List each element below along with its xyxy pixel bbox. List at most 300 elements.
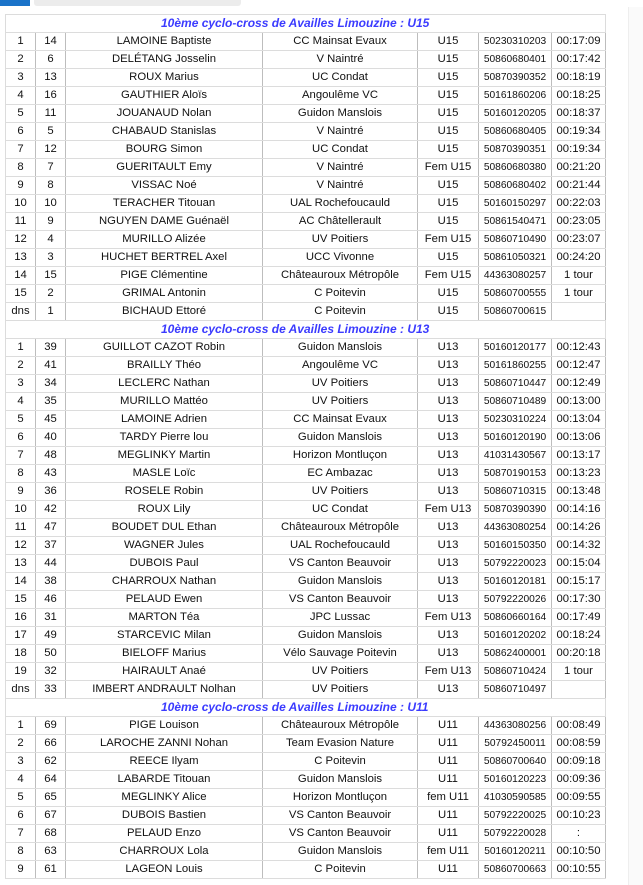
cell-category[interactable]: U15 xyxy=(418,249,479,267)
cell-license[interactable]: 50160120211 xyxy=(479,843,552,861)
cell-rank[interactable]: dns xyxy=(6,303,36,321)
cell-bib[interactable]: 44 xyxy=(36,555,66,573)
cell-time[interactable]: 00:18:37 xyxy=(552,105,606,123)
cell-club[interactable]: Guidon Manslois xyxy=(263,771,418,789)
cell-license[interactable]: 50860710447 xyxy=(479,375,552,393)
cell-bib[interactable]: 64 xyxy=(36,771,66,789)
cell-license[interactable]: 50230310224 xyxy=(479,411,552,429)
cell-bib[interactable]: 16 xyxy=(36,87,66,105)
cell-bib[interactable]: 10 xyxy=(36,195,66,213)
cell-bib[interactable]: 12 xyxy=(36,141,66,159)
cell-license[interactable]: 50870190153 xyxy=(479,465,552,483)
cell-category[interactable]: U13 xyxy=(418,483,479,501)
cell-license[interactable]: 50860710497 xyxy=(479,681,552,699)
cell-time[interactable]: 00:09:18 xyxy=(552,753,606,771)
cell-name[interactable]: MURILLO Alizée xyxy=(66,231,263,249)
cell-rank[interactable]: 17 xyxy=(6,627,36,645)
cell-time[interactable]: 00:08:49 xyxy=(552,717,606,735)
cell-license[interactable]: 50860700555 xyxy=(479,285,552,303)
cell-license[interactable]: 50861050321 xyxy=(479,249,552,267)
cell-name[interactable]: MARTON Téa xyxy=(66,609,263,627)
cell-name[interactable]: BIELOFF Marius xyxy=(66,645,263,663)
cell-name[interactable]: STARCEVIC Milan xyxy=(66,627,263,645)
cell-time[interactable]: 00:18:24 xyxy=(552,627,606,645)
cell-category[interactable]: U13 xyxy=(418,339,479,357)
cell-category[interactable]: Fem U13 xyxy=(418,501,479,519)
cell-bib[interactable]: 33 xyxy=(36,681,66,699)
cell-name[interactable]: GUILLOT CAZOT Robin xyxy=(66,339,263,357)
cell-time[interactable]: 00:12:47 xyxy=(552,357,606,375)
cell-time[interactable]: 00:10:23 xyxy=(552,807,606,825)
cell-rank[interactable]: 3 xyxy=(6,375,36,393)
cell-category[interactable]: U13 xyxy=(418,375,479,393)
cell-club[interactable]: UV Poitiers xyxy=(263,483,418,501)
cell-rank[interactable]: 3 xyxy=(6,69,36,87)
cell-rank[interactable]: 5 xyxy=(6,789,36,807)
cell-name[interactable]: HUCHET BERTREL Axel xyxy=(66,249,263,267)
cell-category[interactable]: U15 xyxy=(418,285,479,303)
cell-category[interactable]: Fem U15 xyxy=(418,159,479,177)
cell-rank[interactable]: 12 xyxy=(6,231,36,249)
cell-license[interactable]: 50792450011 xyxy=(479,735,552,753)
cell-time[interactable]: 00:22:03 xyxy=(552,195,606,213)
cell-rank[interactable]: 11 xyxy=(6,213,36,231)
cell-category[interactable]: U13 xyxy=(418,429,479,447)
cell-bib[interactable]: 39 xyxy=(36,339,66,357)
cell-name[interactable]: MASLE Loïc xyxy=(66,465,263,483)
cell-license[interactable]: 50860680380 xyxy=(479,159,552,177)
cell-name[interactable]: DUBOIS Bastien xyxy=(66,807,263,825)
cell-bib[interactable]: 65 xyxy=(36,789,66,807)
cell-name[interactable]: LECLERC Nathan xyxy=(66,375,263,393)
cell-license[interactable]: 50860710489 xyxy=(479,393,552,411)
cell-license[interactable]: 50861540471 xyxy=(479,213,552,231)
cell-bib[interactable]: 67 xyxy=(36,807,66,825)
cell-category[interactable]: fem U11 xyxy=(418,789,479,807)
cell-club[interactable]: V Naintré xyxy=(263,159,418,177)
cell-club[interactable]: EC Ambazac xyxy=(263,465,418,483)
cell-club[interactable]: UCC Vivonne xyxy=(263,249,418,267)
cell-license[interactable]: 50792220025 xyxy=(479,807,552,825)
cell-name[interactable]: HAIRAULT Anaé xyxy=(66,663,263,681)
cell-category[interactable]: U11 xyxy=(418,753,479,771)
cell-name[interactable]: TARDY Pierre lou xyxy=(66,429,263,447)
cell-rank[interactable]: 5 xyxy=(6,105,36,123)
cell-rank[interactable]: 3 xyxy=(6,753,36,771)
cell-name[interactable]: CHARROUX Nathan xyxy=(66,573,263,591)
cell-bib[interactable]: 37 xyxy=(36,537,66,555)
cell-name[interactable]: GAUTHIER Aloïs xyxy=(66,87,263,105)
cell-rank[interactable]: 10 xyxy=(6,195,36,213)
cell-name[interactable]: BICHAUD Ettoré xyxy=(66,303,263,321)
cell-rank[interactable]: 16 xyxy=(6,609,36,627)
cell-rank[interactable]: 15 xyxy=(6,285,36,303)
cell-category[interactable]: U15 xyxy=(418,141,479,159)
cell-club[interactable]: VS Canton Beauvoir xyxy=(263,591,418,609)
cell-license[interactable]: 50161860255 xyxy=(479,357,552,375)
cell-name[interactable]: MURILLO Mattéo xyxy=(66,393,263,411)
cell-time[interactable]: 00:09:36 xyxy=(552,771,606,789)
cell-license[interactable]: 50160120181 xyxy=(479,573,552,591)
cell-license[interactable]: 50792220026 xyxy=(479,591,552,609)
cell-rank[interactable]: 8 xyxy=(6,843,36,861)
cell-club[interactable]: Châteauroux Métropôle xyxy=(263,267,418,285)
cell-bib[interactable]: 40 xyxy=(36,429,66,447)
cell-rank[interactable]: 11 xyxy=(6,519,36,537)
cell-category[interactable]: U13 xyxy=(418,681,479,699)
cell-time[interactable]: 00:15:04 xyxy=(552,555,606,573)
cell-club[interactable]: VS Canton Beauvoir xyxy=(263,825,418,843)
cell-name[interactable]: ROSELE Robin xyxy=(66,483,263,501)
cell-license[interactable]: 50160120223 xyxy=(479,771,552,789)
cell-time[interactable] xyxy=(552,303,606,321)
cell-category[interactable]: Fem U15 xyxy=(418,231,479,249)
cell-bib[interactable]: 62 xyxy=(36,753,66,771)
cell-category[interactable]: U15 xyxy=(418,195,479,213)
cell-license[interactable]: 44363080256 xyxy=(479,717,552,735)
cell-club[interactable]: UAL Rochefoucauld xyxy=(263,537,418,555)
cell-rank[interactable]: 12 xyxy=(6,537,36,555)
cell-license[interactable]: 50870390390 xyxy=(479,501,552,519)
cell-rank[interactable]: 7 xyxy=(6,825,36,843)
cell-rank[interactable]: 4 xyxy=(6,393,36,411)
cell-category[interactable]: Fem U15 xyxy=(418,267,479,285)
cell-category[interactable]: U13 xyxy=(418,627,479,645)
cell-club[interactable]: UC Condat xyxy=(263,69,418,87)
cell-license[interactable]: 50860700615 xyxy=(479,303,552,321)
cell-rank[interactable]: 15 xyxy=(6,591,36,609)
cell-time[interactable]: 00:13:48 xyxy=(552,483,606,501)
cell-time[interactable]: 00:23:07 xyxy=(552,231,606,249)
cell-bib[interactable]: 69 xyxy=(36,717,66,735)
cell-bib[interactable]: 7 xyxy=(36,159,66,177)
cell-bib[interactable]: 3 xyxy=(36,249,66,267)
cell-license[interactable]: 44363080257 xyxy=(479,267,552,285)
cell-name[interactable]: IMBERT ANDRAULT Nolhan xyxy=(66,681,263,699)
cell-rank[interactable]: 2 xyxy=(6,51,36,69)
cell-category[interactable]: U15 xyxy=(418,51,479,69)
cell-club[interactable]: Guidon Manslois xyxy=(263,843,418,861)
cell-bib[interactable]: 14 xyxy=(36,33,66,51)
cell-club[interactable]: Guidon Manslois xyxy=(263,339,418,357)
cell-rank[interactable]: 1 xyxy=(6,339,36,357)
cell-time[interactable]: 00:23:05 xyxy=(552,213,606,231)
cell-name[interactable]: WAGNER Jules xyxy=(66,537,263,555)
cell-name[interactable]: PELAUD Ewen xyxy=(66,591,263,609)
cell-bib[interactable]: 9 xyxy=(36,213,66,231)
cell-license[interactable]: 50860680401 xyxy=(479,51,552,69)
cell-license[interactable]: 50860710424 xyxy=(479,663,552,681)
cell-name[interactable]: MEGLINKY Martin xyxy=(66,447,263,465)
cell-rank[interactable]: 4 xyxy=(6,771,36,789)
cell-category[interactable]: U13 xyxy=(418,591,479,609)
cell-license[interactable]: 50161860206 xyxy=(479,87,552,105)
cell-license[interactable]: 50860680405 xyxy=(479,123,552,141)
cell-bib[interactable]: 15 xyxy=(36,267,66,285)
cell-club[interactable]: UV Poitiers xyxy=(263,375,418,393)
cell-bib[interactable]: 47 xyxy=(36,519,66,537)
cell-rank[interactable]: 14 xyxy=(6,573,36,591)
cell-bib[interactable]: 41 xyxy=(36,357,66,375)
cell-club[interactable]: UC Condat xyxy=(263,141,418,159)
cell-time[interactable]: 00:17:49 xyxy=(552,609,606,627)
cell-bib[interactable]: 38 xyxy=(36,573,66,591)
cell-bib[interactable]: 43 xyxy=(36,465,66,483)
cell-bib[interactable]: 48 xyxy=(36,447,66,465)
cell-club[interactable]: Guidon Manslois xyxy=(263,573,418,591)
cell-name[interactable]: BOUDET DUL Ethan xyxy=(66,519,263,537)
cell-club[interactable]: Guidon Manslois xyxy=(263,105,418,123)
cell-time[interactable]: 00:10:50 xyxy=(552,843,606,861)
cell-bib[interactable]: 8 xyxy=(36,177,66,195)
cell-license[interactable]: 50860700663 xyxy=(479,861,552,879)
cell-name[interactable]: ROUX Marius xyxy=(66,69,263,87)
cell-rank[interactable]: 10 xyxy=(6,501,36,519)
cell-club[interactable]: Vélo Sauvage Poitevin xyxy=(263,645,418,663)
cell-category[interactable]: U15 xyxy=(418,177,479,195)
cell-club[interactable]: Guidon Manslois xyxy=(263,627,418,645)
cell-name[interactable]: NGUYEN DAME Guénaël xyxy=(66,213,263,231)
cell-category[interactable]: U13 xyxy=(418,357,479,375)
cell-club[interactable]: UV Poitiers xyxy=(263,231,418,249)
cell-name[interactable]: PELAUD Enzo xyxy=(66,825,263,843)
cell-time[interactable]: 00:09:55 xyxy=(552,789,606,807)
tab-strip[interactable] xyxy=(34,0,241,6)
cell-category[interactable]: Fem U13 xyxy=(418,609,479,627)
cell-club[interactable]: JPC Lussac xyxy=(263,609,418,627)
cell-rank[interactable]: 7 xyxy=(6,141,36,159)
cell-category[interactable]: U15 xyxy=(418,303,479,321)
cell-license[interactable]: 44363080254 xyxy=(479,519,552,537)
cell-bib[interactable]: 42 xyxy=(36,501,66,519)
cell-category[interactable]: U13 xyxy=(418,393,479,411)
cell-time[interactable] xyxy=(552,681,606,699)
cell-bib[interactable]: 31 xyxy=(36,609,66,627)
cell-category[interactable]: U13 xyxy=(418,555,479,573)
cell-time[interactable]: 00:12:49 xyxy=(552,375,606,393)
cell-rank[interactable]: 8 xyxy=(6,465,36,483)
active-tab[interactable] xyxy=(0,0,30,6)
cell-time[interactable]: 00:08:59 xyxy=(552,735,606,753)
cell-time[interactable]: 00:13:00 xyxy=(552,393,606,411)
cell-category[interactable]: U15 xyxy=(418,87,479,105)
cell-category[interactable]: U13 xyxy=(418,537,479,555)
cell-club[interactable]: VS Canton Beauvoir xyxy=(263,555,418,573)
cell-category[interactable]: U11 xyxy=(418,771,479,789)
cell-club[interactable]: VS Canton Beauvoir xyxy=(263,807,418,825)
cell-time[interactable]: 00:14:26 xyxy=(552,519,606,537)
cell-bib[interactable]: 2 xyxy=(36,285,66,303)
cell-bib[interactable]: 50 xyxy=(36,645,66,663)
cell-category[interactable]: U11 xyxy=(418,825,479,843)
cell-name[interactable]: MEGLINKY Alice xyxy=(66,789,263,807)
cell-time[interactable]: 1 tour xyxy=(552,663,606,681)
cell-name[interactable]: ROUX Lily xyxy=(66,501,263,519)
cell-category[interactable]: U13 xyxy=(418,411,479,429)
cell-club[interactable]: Guidon Manslois xyxy=(263,429,418,447)
cell-license[interactable]: 50860710490 xyxy=(479,231,552,249)
cell-club[interactable]: UC Condat xyxy=(263,501,418,519)
cell-club[interactable]: Châteauroux Métropôle xyxy=(263,717,418,735)
cell-rank[interactable]: 6 xyxy=(6,123,36,141)
cell-bib[interactable]: 5 xyxy=(36,123,66,141)
cell-time[interactable]: 00:10:55 xyxy=(552,861,606,879)
cell-time[interactable]: 00:17:09 xyxy=(552,33,606,51)
cell-name[interactable]: DELÉTANG Josselin xyxy=(66,51,263,69)
cell-time[interactable]: 00:18:25 xyxy=(552,87,606,105)
cell-license[interactable]: 50160120177 xyxy=(479,339,552,357)
cell-time[interactable]: 00:19:34 xyxy=(552,141,606,159)
cell-name[interactable]: GRIMAL Antonin xyxy=(66,285,263,303)
cell-license[interactable]: 50230310203 xyxy=(479,33,552,51)
cell-time[interactable]: 00:13:06 xyxy=(552,429,606,447)
cell-club[interactable]: Angoulême VC xyxy=(263,87,418,105)
cell-time[interactable]: 00:24:20 xyxy=(552,249,606,267)
cell-club[interactable]: AC Châtellerault xyxy=(263,213,418,231)
cell-name[interactable]: PIGE Clémentine xyxy=(66,267,263,285)
cell-license[interactable]: 50792220023 xyxy=(479,555,552,573)
cell-rank[interactable]: 4 xyxy=(6,87,36,105)
cell-license[interactable]: 50870390352 xyxy=(479,69,552,87)
cell-time[interactable]: 00:14:16 xyxy=(552,501,606,519)
cell-club[interactable]: C Poitevin xyxy=(263,753,418,771)
cell-name[interactable]: CHARROUX Lola xyxy=(66,843,263,861)
scrollbar-track[interactable] xyxy=(628,7,643,885)
cell-name[interactable]: VISSAC Noé xyxy=(66,177,263,195)
cell-license[interactable]: 50160120205 xyxy=(479,105,552,123)
cell-category[interactable]: U13 xyxy=(418,573,479,591)
cell-time[interactable]: : xyxy=(552,825,606,843)
cell-category[interactable]: U15 xyxy=(418,213,479,231)
cell-name[interactable]: GUERITAULT Emy xyxy=(66,159,263,177)
cell-club[interactable]: V Naintré xyxy=(263,123,418,141)
cell-rank[interactable]: 13 xyxy=(6,555,36,573)
cell-bib[interactable]: 6 xyxy=(36,51,66,69)
cell-category[interactable]: U13 xyxy=(418,519,479,537)
cell-bib[interactable]: 68 xyxy=(36,825,66,843)
cell-name[interactable]: DUBOIS Paul xyxy=(66,555,263,573)
cell-license[interactable]: 50160150297 xyxy=(479,195,552,213)
cell-rank[interactable]: 9 xyxy=(6,861,36,879)
cell-license[interactable]: 50160120190 xyxy=(479,429,552,447)
cell-time[interactable]: 00:18:19 xyxy=(552,69,606,87)
cell-rank[interactable]: dns xyxy=(6,681,36,699)
cell-rank[interactable]: 2 xyxy=(6,357,36,375)
cell-time[interactable]: 00:13:23 xyxy=(552,465,606,483)
cell-category[interactable]: U15 xyxy=(418,105,479,123)
cell-name[interactable]: LAROCHE ZANNI Nohan xyxy=(66,735,263,753)
cell-name[interactable]: PIGE Louison xyxy=(66,717,263,735)
cell-category[interactable]: U15 xyxy=(418,33,479,51)
cell-time[interactable]: 00:21:20 xyxy=(552,159,606,177)
cell-time[interactable]: 00:17:30 xyxy=(552,591,606,609)
cell-name[interactable]: REECE Ilyam xyxy=(66,753,263,771)
cell-rank[interactable]: 18 xyxy=(6,645,36,663)
cell-category[interactable]: U15 xyxy=(418,69,479,87)
cell-name[interactable]: LAMOINE Baptiste xyxy=(66,33,263,51)
cell-name[interactable]: CHABAUD Stanislas xyxy=(66,123,263,141)
cell-license[interactable]: 50792220028 xyxy=(479,825,552,843)
cell-category[interactable]: U13 xyxy=(418,447,479,465)
cell-club[interactable]: V Naintré xyxy=(263,51,418,69)
cell-license[interactable]: 50160150350 xyxy=(479,537,552,555)
cell-club[interactable]: UAL Rochefoucauld xyxy=(263,195,418,213)
cell-bib[interactable]: 61 xyxy=(36,861,66,879)
cell-bib[interactable]: 66 xyxy=(36,735,66,753)
cell-time[interactable]: 00:15:17 xyxy=(552,573,606,591)
cell-category[interactable]: U15 xyxy=(418,123,479,141)
cell-rank[interactable]: 7 xyxy=(6,447,36,465)
cell-name[interactable]: TERACHER Titouan xyxy=(66,195,263,213)
cell-club[interactable]: CC Mainsat Evaux xyxy=(263,411,418,429)
cell-license[interactable]: 50860710315 xyxy=(479,483,552,501)
cell-time[interactable]: 1 tour xyxy=(552,285,606,303)
cell-club[interactable]: UV Poitiers xyxy=(263,681,418,699)
cell-club[interactable]: C Poitevin xyxy=(263,285,418,303)
cell-rank[interactable]: 5 xyxy=(6,411,36,429)
cell-bib[interactable]: 1 xyxy=(36,303,66,321)
cell-rank[interactable]: 2 xyxy=(6,735,36,753)
cell-bib[interactable]: 11 xyxy=(36,105,66,123)
cell-time[interactable]: 00:12:43 xyxy=(552,339,606,357)
cell-time[interactable]: 00:17:42 xyxy=(552,51,606,69)
cell-rank[interactable]: 13 xyxy=(6,249,36,267)
cell-bib[interactable]: 4 xyxy=(36,231,66,249)
cell-bib[interactable]: 46 xyxy=(36,591,66,609)
cell-rank[interactable]: 6 xyxy=(6,429,36,447)
cell-license[interactable]: 50870390351 xyxy=(479,141,552,159)
cell-time[interactable]: 1 tour xyxy=(552,267,606,285)
cell-rank[interactable]: 1 xyxy=(6,717,36,735)
cell-club[interactable]: UV Poitiers xyxy=(263,393,418,411)
cell-time[interactable]: 00:13:04 xyxy=(552,411,606,429)
cell-club[interactable]: CC Mainsat Evaux xyxy=(263,33,418,51)
cell-category[interactable]: U13 xyxy=(418,645,479,663)
cell-rank[interactable]: 9 xyxy=(6,483,36,501)
cell-club[interactable]: Châteauroux Métropôle xyxy=(263,519,418,537)
cell-time[interactable]: 00:19:34 xyxy=(552,123,606,141)
cell-license[interactable]: 50862400001 xyxy=(479,645,552,663)
cell-bib[interactable]: 35 xyxy=(36,393,66,411)
cell-category[interactable]: fem U11 xyxy=(418,843,479,861)
cell-rank[interactable]: 1 xyxy=(6,33,36,51)
cell-category[interactable]: U11 xyxy=(418,735,479,753)
cell-time[interactable]: 00:13:17 xyxy=(552,447,606,465)
cell-club[interactable]: C Poitevin xyxy=(263,303,418,321)
cell-rank[interactable]: 19 xyxy=(6,663,36,681)
cell-club[interactable]: UV Poitiers xyxy=(263,663,418,681)
cell-rank[interactable]: 14 xyxy=(6,267,36,285)
cell-club[interactable]: Team Evasion Nature xyxy=(263,735,418,753)
cell-license[interactable]: 50860680402 xyxy=(479,177,552,195)
cell-bib[interactable]: 45 xyxy=(36,411,66,429)
cell-rank[interactable]: 9 xyxy=(6,177,36,195)
cell-bib[interactable]: 34 xyxy=(36,375,66,393)
cell-category[interactable]: U11 xyxy=(418,807,479,825)
cell-bib[interactable]: 49 xyxy=(36,627,66,645)
cell-category[interactable]: Fem U13 xyxy=(418,663,479,681)
cell-club[interactable]: Angoulême VC xyxy=(263,357,418,375)
cell-category[interactable]: U13 xyxy=(418,465,479,483)
cell-club[interactable]: Horizon Montluçon xyxy=(263,447,418,465)
cell-name[interactable]: JOUANAUD Nolan xyxy=(66,105,263,123)
cell-bib[interactable]: 36 xyxy=(36,483,66,501)
cell-rank[interactable]: 6 xyxy=(6,807,36,825)
cell-category[interactable]: U11 xyxy=(418,861,479,879)
cell-time[interactable]: 00:21:44 xyxy=(552,177,606,195)
cell-rank[interactable]: 8 xyxy=(6,159,36,177)
cell-license[interactable]: 50860700640 xyxy=(479,753,552,771)
